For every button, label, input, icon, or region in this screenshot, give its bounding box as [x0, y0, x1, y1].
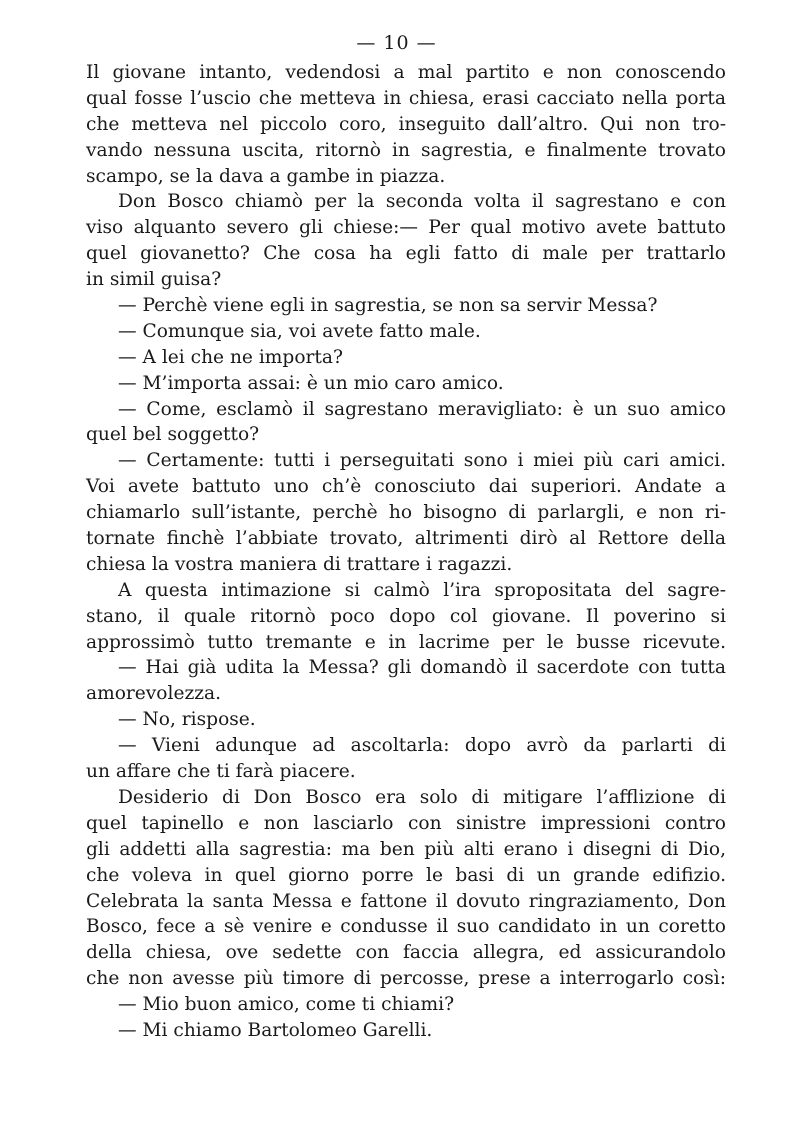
text-line: che metteva nel piccolo coro, inseguito dall’altro. Qui non tro-: [86, 113, 726, 135]
text-line: — Hai già udita la Messa? gli domandò il sacerdote con tutta: [118, 657, 726, 679]
text-line: approssimò tutto tremante e in lacrime per le busse ricevute.: [86, 631, 726, 653]
text-line: — M’importa assai: è un mio caro amico.: [118, 372, 504, 394]
text-line: Celebrata la santa Messa e fattone il dovuto ringraziamento, Don: [86, 890, 726, 912]
text-line: gli addetti alla sagrestia: ma ben più alti erano i disegni di Dio,: [86, 838, 726, 860]
text-line: — Come, esclamò il sagrestano meravigliato: è un suo amico: [118, 398, 726, 420]
text-line: — Perchè viene egli in sagrestia, se non sa servir Messa?: [118, 295, 658, 317]
text-line: — A lei che ne importa?: [118, 346, 343, 368]
text-line: — Certamente: tutti i perseguitati sono i miei più cari amici.: [118, 450, 726, 472]
text-line: — Comunque sia, voi avete fatto male.: [118, 320, 481, 342]
text-line: scampo, se la dava a gambe in piazza.: [86, 165, 446, 187]
text-line: Il giovane intanto, vedendosi a mal partito e non conoscendo: [86, 62, 726, 83]
text-line: chiamarlo sull’istante, perchè ho bisogno di parlargli, e non ri-: [86, 502, 726, 524]
text-line: quel bel soggetto?: [86, 424, 260, 446]
text-line: — Mio buon amico, come ti chiami?: [118, 994, 455, 1016]
body-text: [86, 60, 726, 1044]
text-line: chiesa la vostra maniera di trattare i ragazzi.: [86, 553, 513, 575]
text-line: — No, rispose.: [118, 709, 256, 731]
text-line: amorevolezza.: [86, 683, 222, 705]
text-line: Bosco, fece a sè venire e condusse il suo candidato in un coretto: [86, 916, 726, 938]
text-line: — Vieni adunque ad ascoltarla: dopo avrò da parlarti di: [118, 735, 726, 757]
text-line: quel giovanetto? Che cosa ha egli fatto di male per trattarlo: [86, 243, 726, 265]
text-line: della chiesa, ove sedette con faccia allegra, ed assicurandolo: [86, 942, 726, 964]
page-number: — 10 —: [356, 32, 437, 54]
text-line: che voleva in quel giorno porre le basi di un grande edifizio.: [86, 864, 726, 886]
text-line: qual fosse l’uscio che metteva in chiesa, erasi cacciato nella porta: [86, 87, 726, 109]
text-line: un affare che ti farà piacere.: [86, 761, 356, 783]
text-line: Don Bosco chiamò per la seconda volta il sagrestano e con: [118, 191, 726, 213]
text-line: Desiderio di Don Bosco era solo di mitigare l’afflizione di: [118, 786, 726, 808]
text-line: viso alquanto severo gli chiese:— Per qual motivo avete battuto: [86, 217, 726, 239]
text-line: in simil guisa?: [86, 269, 222, 291]
text-line: stano, il quale ritornò poco dopo col giovane. Il poverino si: [86, 605, 726, 627]
text-line: — Mi chiamo Bartolomeo Garelli.: [118, 1019, 433, 1041]
text-line: vando nessuna uscita, ritornò in sagrestia, e finalmente trovato: [86, 139, 726, 161]
text-line: quel tapinello e non lasciarlo con sinistre impressioni contro: [86, 812, 726, 834]
text-line: che non avesse più timore di percosse, prese a interrogarlo così:: [86, 968, 726, 990]
text-line: Voi avete battuto uno ch’è conosciuto dai superiori. Andate a: [86, 476, 726, 498]
text-line: A questa intimazione si calmò l’ira spropositata del sagre-: [118, 579, 726, 601]
text-line: tornate finchè l’abbiate trovato, altrimenti dirò al Rettore della: [86, 528, 726, 550]
